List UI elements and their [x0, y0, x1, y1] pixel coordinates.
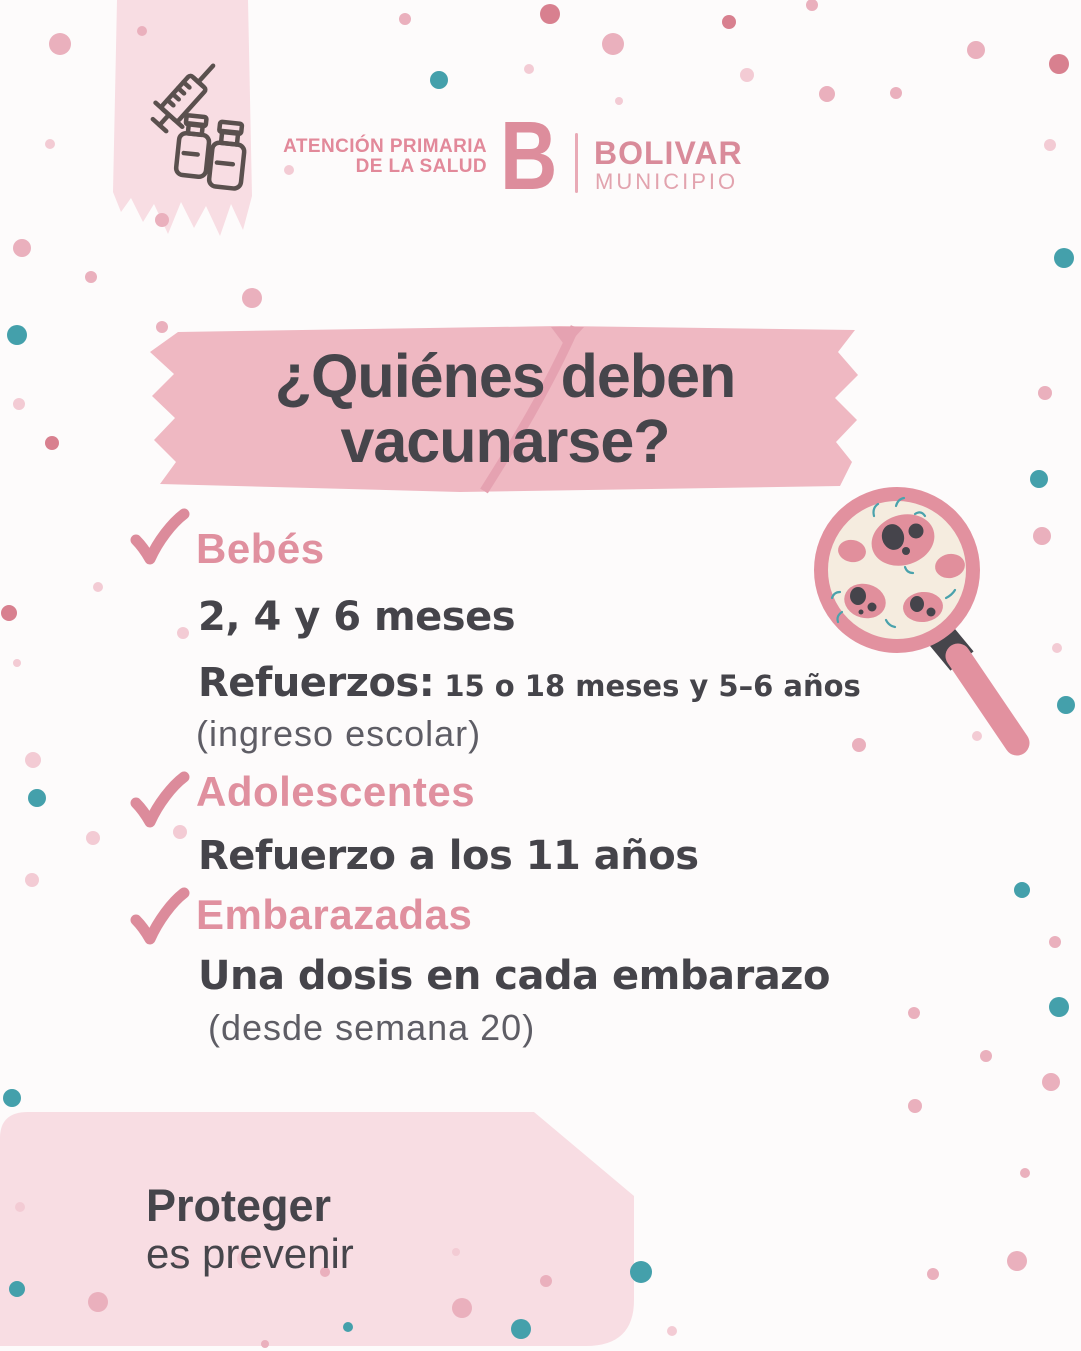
dot [45, 139, 55, 149]
dot [819, 86, 835, 102]
dot [25, 873, 39, 887]
dot [967, 41, 985, 59]
dot [540, 1275, 552, 1287]
bebes-boosters [198, 660, 861, 709]
dot [85, 271, 97, 283]
dot [430, 71, 448, 89]
dot [156, 321, 168, 333]
dot [1030, 470, 1048, 488]
dot [177, 627, 189, 639]
title-line2: vacunarse? [340, 407, 670, 475]
dot [1057, 696, 1075, 714]
dot [13, 398, 25, 410]
dot [45, 436, 59, 450]
dot [927, 1268, 939, 1280]
dot [852, 738, 866, 752]
dot [1020, 1168, 1030, 1178]
dot [9, 1281, 25, 1297]
dot [155, 213, 169, 227]
adolescentes-schedule: Refuerzo a los 11 años [198, 833, 699, 879]
dot [242, 288, 262, 308]
dot [452, 1298, 472, 1318]
dot [1049, 54, 1069, 74]
dot [25, 752, 41, 768]
dot [890, 87, 902, 99]
dot [399, 13, 411, 25]
title-line1: ¿Quiénes deben [274, 342, 736, 410]
dot [1049, 936, 1061, 948]
bebes-boosters-detail: 15 o 18 meses y 5–6 años [434, 669, 861, 703]
dot [261, 1340, 269, 1348]
dot [1014, 882, 1030, 898]
dot [602, 33, 624, 55]
embarazadas-note: (desde semana 20) [208, 1007, 536, 1048]
dot [28, 789, 46, 807]
embarazadas-schedule: Una dosis en cada embarazo [198, 953, 830, 999]
dot [173, 825, 187, 839]
dot [452, 1248, 460, 1256]
bebes-boosters-prefix: Refuerzos: [198, 660, 435, 706]
dot [1, 605, 17, 621]
dot [972, 731, 982, 741]
slogan-line2: es prevenir [146, 1230, 354, 1277]
dot [511, 1319, 531, 1339]
dot [1033, 527, 1051, 545]
municipality-name: BOLIVAR [594, 135, 743, 171]
dot [3, 1089, 21, 1107]
logo-divider [575, 133, 578, 193]
dot [908, 1007, 920, 1019]
dot [86, 831, 100, 845]
dot [740, 68, 754, 82]
dot [1052, 643, 1062, 653]
program-title [255, 137, 487, 177]
dot [630, 1261, 652, 1283]
group-heading-bebes: Bebés [196, 525, 325, 572]
dot [667, 1326, 677, 1336]
dot [524, 64, 534, 74]
dot [137, 26, 147, 36]
dot [1042, 1073, 1060, 1091]
dot [1049, 997, 1069, 1017]
group-heading-embarazadas: Embarazadas [196, 891, 473, 938]
checkmark-icon [136, 893, 184, 939]
dot [615, 97, 623, 105]
dot [7, 325, 27, 345]
dot [49, 33, 71, 55]
program-line2: DE LA SALUD [355, 156, 487, 177]
dot [908, 1099, 922, 1113]
dot [540, 4, 560, 24]
dot [1038, 386, 1052, 400]
dot [88, 1292, 108, 1312]
municipality-subtitle: MUNICIPIO [595, 169, 739, 194]
program-line1: ATENCIÓN PRIMARIA [283, 136, 487, 157]
dot [1054, 248, 1074, 268]
dot [722, 15, 736, 29]
page-title [155, 344, 855, 474]
bolivar-logo-icon: B [500, 101, 558, 210]
dot [980, 1050, 992, 1062]
dot [1044, 139, 1056, 151]
bebes-note: (ingreso escolar) [196, 713, 482, 754]
slogan-line1: Proteger [146, 1180, 332, 1231]
dot [343, 1322, 353, 1332]
group-heading-adolescentes: Adolescentes [196, 768, 476, 815]
dot [1007, 1251, 1027, 1271]
dot [13, 239, 31, 257]
checkmark-icon [136, 514, 184, 559]
dot [13, 659, 21, 667]
dot [93, 582, 103, 592]
checkmark-icon [136, 777, 184, 822]
bebes-schedule: 2, 4 y 6 meses [198, 594, 516, 640]
dot [15, 1202, 25, 1212]
